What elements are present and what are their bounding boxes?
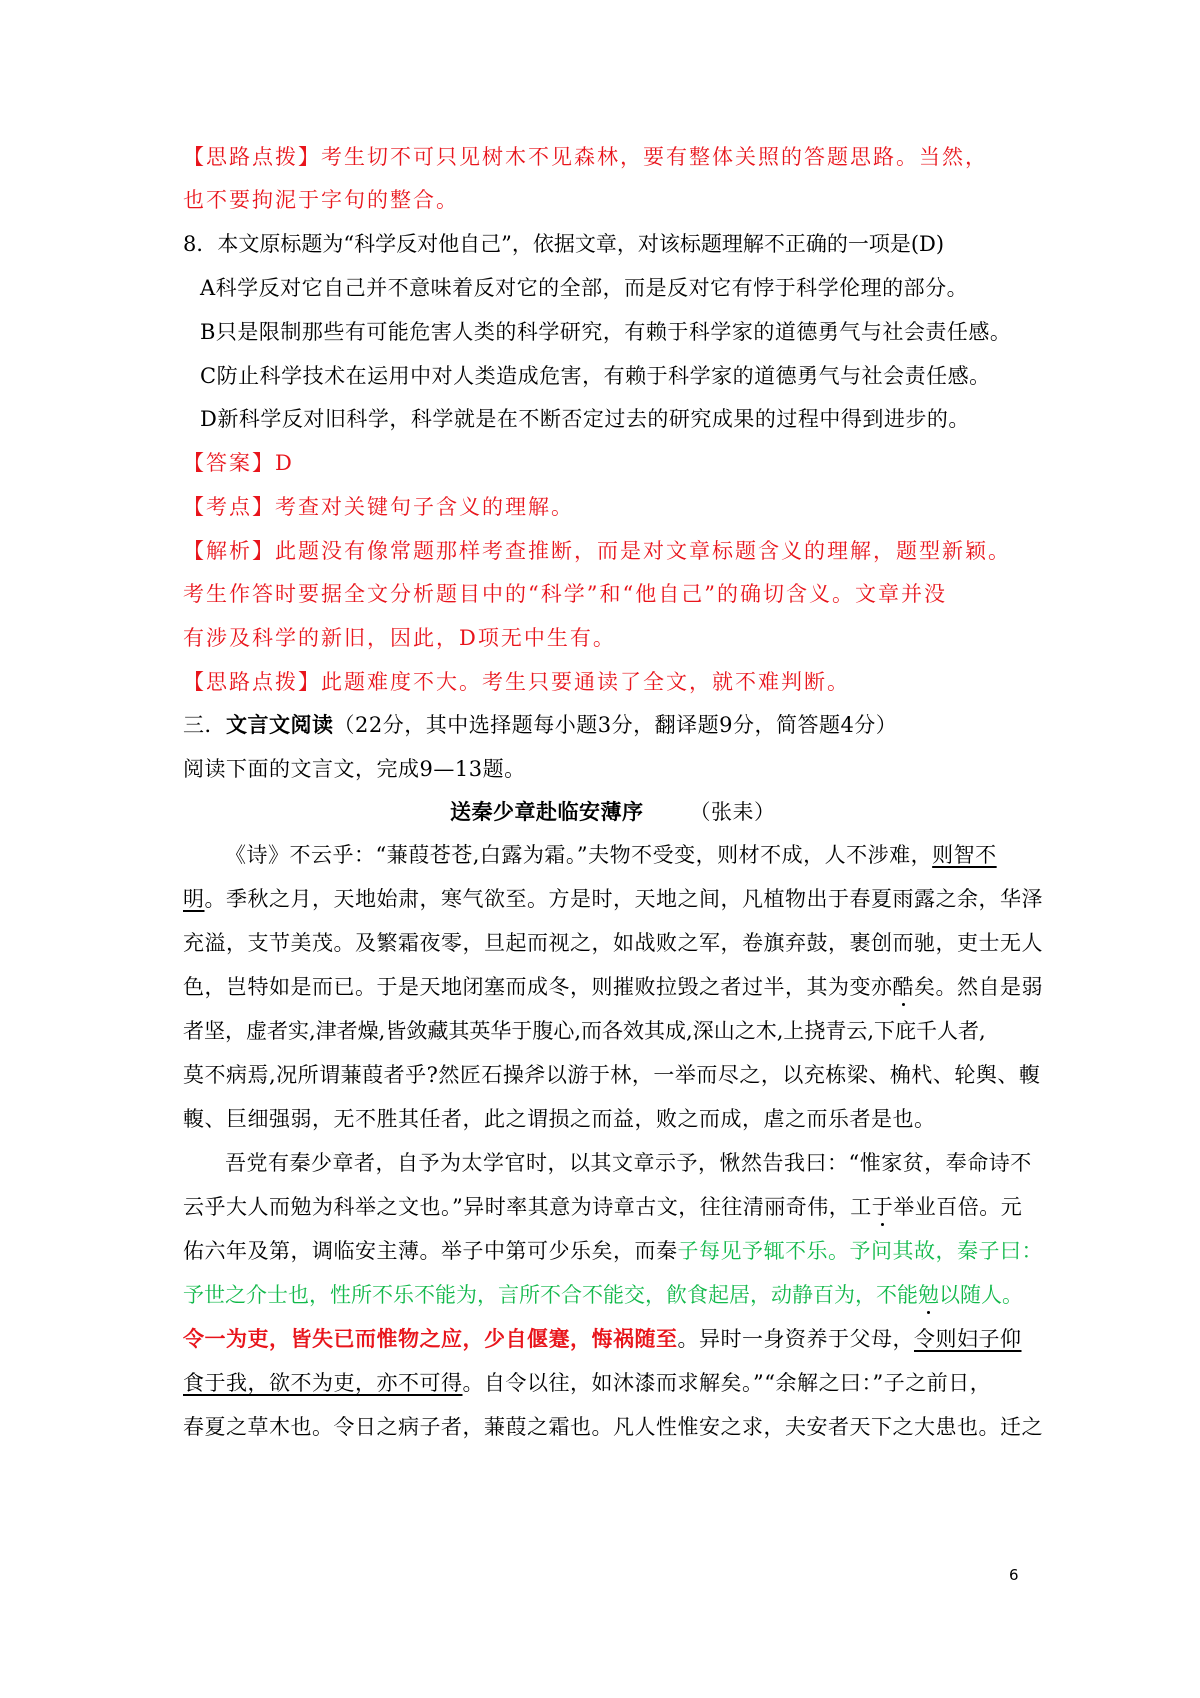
p2-text: 。异时一身资养于父母， — [677, 1327, 914, 1351]
option-d: D新科学反对旧科学，科学就是在不断否定过去的研究成果的过程中得到进步的。 — [200, 407, 970, 431]
p1-text: 。季秋之月，天地始肃，寒气欲至。方是时，天地之间，凡植物出于春夏雨露之余，华泽 — [204, 887, 1043, 911]
p2-line-2 — [183, 1193, 1022, 1221]
p1-line-5: 者坚，虚者实,津者燥,皆敛藏其英华于腹心,而各效其成,深山之木,上挠青云,下庇千人者, — [183, 1019, 986, 1043]
analysis-line-1: 【解析】此题没有像常题那样考查推断，而是对文章标题含义的理解，题型新颖。 — [183, 539, 1011, 563]
analysis-line-2: 考生作答时要据全文分析题目中的“科学”和“他自己”的确切含义。文章并没 — [183, 582, 947, 606]
section-3-number: 三． — [183, 713, 226, 737]
p1-underlined-cont: 明 — [183, 887, 205, 911]
p1-line-3: 充溢，支节美茂。及繁霜夜零，旦起而视之，如战败之军，卷旗弃鼓，裹创而驰，吏士无人 — [183, 931, 1043, 955]
p2-line-6 — [183, 1369, 991, 1397]
p2-green-text: 予世之介士也，性所不乐不能为，言所不合不能交，飮食起居，动静百为，不能 — [183, 1283, 918, 1307]
exam-point: 【考点】考查对关键句子含义的理解。 — [183, 495, 574, 519]
p2-green-text: 子每见予辄不乐。予问其故，秦子曰： — [677, 1239, 1043, 1263]
passage-title-line — [450, 798, 776, 826]
p1-line-2 — [183, 885, 1043, 913]
p1-line-4 — [183, 973, 1043, 1001]
p1-line-1 — [225, 841, 997, 869]
p2-green-text: 以随人。 — [939, 1283, 1023, 1307]
option-a: A科学反对它自己并不意味着反对它的全部，而是反对它有悖于科学伦理的部分。 — [200, 276, 969, 300]
p2-underlined: 令则妇子仰 — [914, 1327, 1022, 1351]
hint-line-1: 【思路点拨】考生切不可只见树木不见森林，要有整体关照的答题思路。当然， — [183, 145, 988, 169]
p1-line-7: 輹、巨细强弱，无不胜其任者，此之谓损之而益，败之而成，虐之而乐者是也。 — [183, 1107, 936, 1131]
p1-text: 矣。然自是弱 — [914, 975, 1043, 999]
option-b: B只是限制那些有可能危害人类的科学研究，有赖于科学家的道德勇气与社会责任感。 — [200, 320, 1012, 344]
p2-text: 。自令以往，如沐漆而求解矣。”“余解之曰：”子之前日， — [462, 1371, 992, 1395]
p2-underlined-cont: 食于我，欲不为吏，亦不可得 — [183, 1371, 463, 1395]
p2-text: 云乎大人而勉为科举之文也。”异时率其意为诗章古文，往往清丽奇伟，工 — [183, 1195, 872, 1219]
p2-dotted-char: 于 — [871, 1195, 894, 1219]
hint-line-2: 也不要拘泥于字句的整合。 — [183, 188, 459, 212]
p2-line-1: 吾党有秦少章者，自予为太学官时，以其文章示予，愀然告我曰：“惟家贫，奉命诗不 — [225, 1151, 1032, 1175]
question-8-stem: 8．本文原标题为“科学反对他自己”，依据文章，对该标题理解不正确的一项是(D) — [183, 232, 945, 256]
section-3-instruction: 阅读下面的文言文，完成9—13题。 — [183, 757, 526, 781]
option-c: C防止科学技术在运用中对人类造成危害，有赖于科学家的道德勇气与社会责任感。 — [200, 364, 991, 388]
answer-label: 【答案】D — [183, 451, 294, 475]
p1-line-6: 莫不病焉,况所谓蒹葭者乎?然匠石操斧以游于林，一举而尽之，以充栋梁、桷杙、轮舆、輹 — [183, 1063, 1041, 1087]
section-3-detail: （22分，其中选择题每小题3分，翻译题9分，简答题4分） — [333, 713, 898, 737]
p2-dotted-char: 勉 — [918, 1283, 939, 1307]
analysis-line-3: 有涉及科学的新旧，因此，D项无中生有。 — [183, 626, 616, 650]
section-3-heading — [183, 711, 897, 739]
hint-q8: 【思路点拨】此题难度不大。考生只要通读了全文，就不难判断。 — [183, 670, 850, 694]
p2-text: 佑六年及第，调临安主薄。举子中第可少乐矣，而秦 — [183, 1239, 678, 1263]
p1-dotted-char: 酷 — [892, 975, 914, 999]
p2-text: 举业百倍。元 — [893, 1195, 1023, 1219]
p2-line-5 — [183, 1325, 1022, 1353]
passage-title: 送秦少章赴临安薄序 — [450, 800, 644, 824]
page-number: 6 — [1009, 1566, 1019, 1584]
p2-line-3 — [183, 1237, 1043, 1265]
section-3-title: 文言文阅读 — [226, 713, 334, 737]
p1-text: 《诗》不云乎：“蒹葭苍苍,白露为霜。”夫物不受变，则材不成，人不涉难， — [225, 843, 933, 867]
p2-red-bold-text: 令一为吏，皆失已而惟物之应，少自偃蹇，悔祸随至 — [183, 1326, 678, 1351]
p1-underlined: 则智不 — [932, 843, 997, 867]
passage-author: （张耒） — [689, 800, 776, 824]
p1-text: 色，岂特如是而已。于是天地闭塞而成冬，则摧败拉毁之者过半，其为变亦 — [183, 975, 893, 999]
p2-line-4 — [183, 1281, 1023, 1309]
p2-line-7: 春夏之草木也。令日之病子者，蒹葭之霜也。凡人性惟安之求，夫安者天下之大患也。迁之 — [183, 1415, 1043, 1439]
